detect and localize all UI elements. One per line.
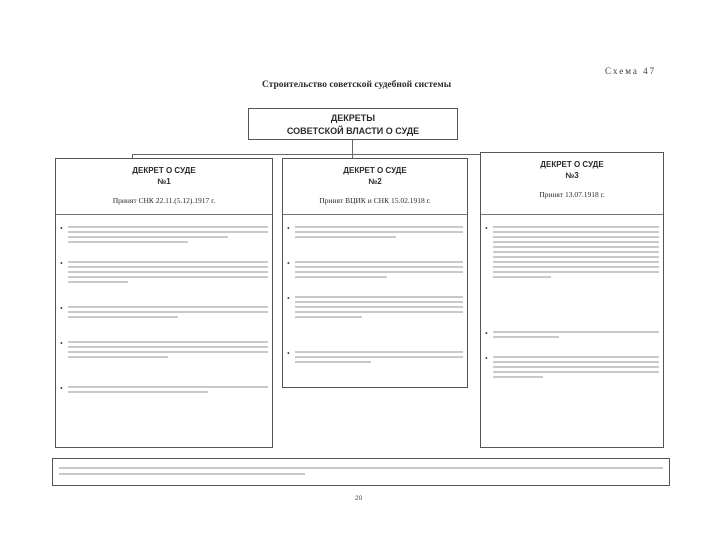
decree-column-2 bbox=[282, 158, 468, 388]
connector-trunk bbox=[352, 140, 353, 154]
decree-3-date: Принят 13.07.1918 г. bbox=[539, 190, 605, 199]
provision-item bbox=[60, 226, 268, 256]
decree-1-name: ДЕКРЕТ О СУДЕ bbox=[132, 166, 196, 175]
decree-1-date: Принят СНК 22.11.(5.12).1917 г. bbox=[112, 196, 216, 205]
decrees-box-line2: СОВЕТСКОЙ ВЛАСТИ О СУДЕ bbox=[286, 126, 420, 136]
decree-1-number: №1 bbox=[157, 177, 171, 186]
provision-item bbox=[485, 331, 659, 351]
footnote-text-line bbox=[59, 467, 663, 469]
decrees-box bbox=[248, 108, 458, 140]
decree-3-header bbox=[481, 153, 663, 215]
footnote-box bbox=[52, 458, 670, 486]
decree-3-provisions bbox=[481, 215, 663, 406]
decree-column-3 bbox=[480, 152, 664, 448]
decree-1-provisions bbox=[56, 215, 272, 406]
page-number: 20 bbox=[355, 495, 363, 502]
provision-item bbox=[485, 356, 659, 406]
decree-2-number: №2 bbox=[368, 177, 382, 186]
decree-2-header bbox=[283, 159, 467, 215]
provision-item bbox=[60, 386, 268, 406]
provision-item bbox=[60, 341, 268, 381]
provision-item bbox=[287, 296, 463, 346]
footnote-text-line bbox=[59, 473, 305, 475]
provision-item bbox=[287, 261, 463, 291]
decree-2-name: ДЕКРЕТ О СУДЕ bbox=[343, 166, 407, 175]
decree-2-provisions bbox=[283, 215, 467, 381]
decree-3-number: №3 bbox=[565, 171, 579, 180]
provision-item bbox=[485, 226, 659, 326]
decree-3-name: ДЕКРЕТ О СУДЕ bbox=[540, 160, 604, 169]
provision-item bbox=[287, 226, 463, 256]
provision-item bbox=[287, 351, 463, 381]
decree-1-header bbox=[56, 159, 272, 215]
provision-item bbox=[60, 306, 268, 336]
page-title: Строительство советской судебной системы bbox=[262, 80, 452, 90]
scheme-label: Схема 47 bbox=[605, 66, 657, 76]
provision-item bbox=[60, 261, 268, 301]
decrees-box-line1: ДЕКРЕТЫ bbox=[330, 113, 376, 123]
decree-2-date: Принят ВЦИК и СНК 15.02.1918 г. bbox=[319, 196, 431, 205]
decree-column-1 bbox=[55, 158, 273, 448]
